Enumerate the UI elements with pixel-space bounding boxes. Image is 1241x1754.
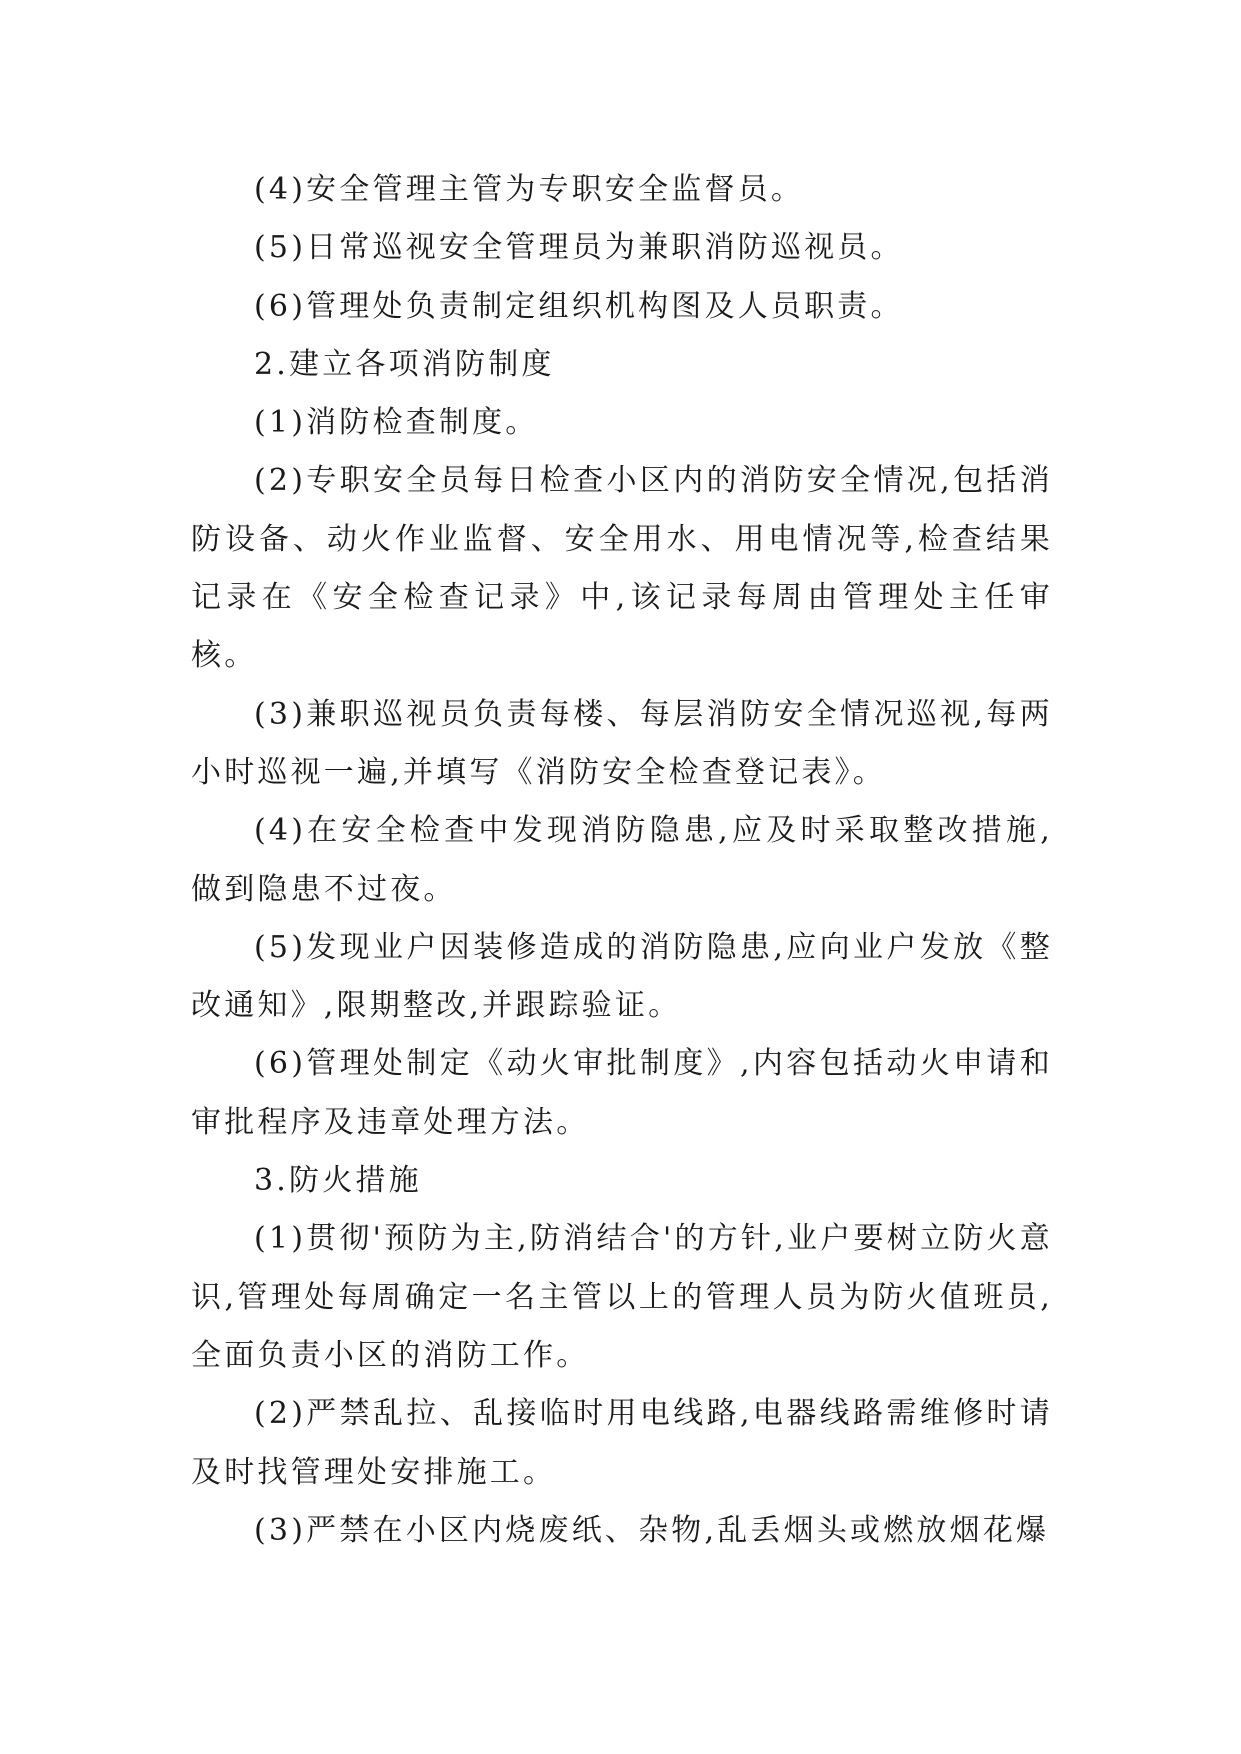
paragraph-2-wiring-ban: (2)严禁乱拉、乱接临时用电线路,电器线路需维修时请及时找管理处安排施工。	[191, 1396, 1053, 1490]
paragraph-1-prevention-policy: (1)贯彻'预防为主,防消结合'的方针,业户要树立防火意识,管理处每周确定一名主管以上的管理人员为防火值班员,全面负责小区的消防工作。	[191, 1221, 1053, 1373]
paragraph-5-renovation-hazard: (5)发现业户因装修造成的消防隐患,应向业户发放《整改通知》,限期整改,并跟踪验证。	[191, 929, 1053, 1024]
paragraph-3-patrol: (3)兼职巡视员负责每楼、每层消防安全情况巡视,每两小时巡视一遍,并填写《消防安全检查登记表》。	[191, 696, 1053, 790]
paragraph-4-hazard-rectification: (4)在安全检查中发现消防隐患,应及时采取整改措施,做到隐患不过夜。	[191, 813, 1053, 907]
paragraph-6-org-chart: (6)管理处负责制定组织机构图及人员职责。	[254, 288, 904, 324]
document-body	[191, 161, 1053, 1560]
paragraph-4-safety-supervisor: (4)安全管理主管为专职安全监督员。	[254, 172, 805, 207]
paragraph-1-inspection-system: (1)消防检查制度。	[254, 405, 539, 441]
section-heading-3: 3.防火措施	[254, 1163, 422, 1199]
paragraph-6-hot-work-approval: (6)管理处制定《动火审批制度》,内容包括动火申请和审批程序及违章处理方法。	[191, 1046, 1053, 1140]
section-heading-2: 2.建立各项消防制度	[254, 346, 555, 382]
paragraph-2-daily-inspection: (2)专职安全员每日检查小区内的消防安全情况,包括消防设备、动火作业监督、安全用水、用电情况等,检查结果记录在《安全检查记录》中,该记录每周由管理处主任审核。	[191, 463, 1053, 674]
paragraph-3-burning-ban: (3)严禁在小区内烧废纸、杂物,乱丢烟头或燃放烟花爆	[254, 1512, 1050, 1548]
paragraph-5-fire-patroller: (5)日常巡视安全管理员为兼职消防巡视员。	[254, 230, 904, 266]
